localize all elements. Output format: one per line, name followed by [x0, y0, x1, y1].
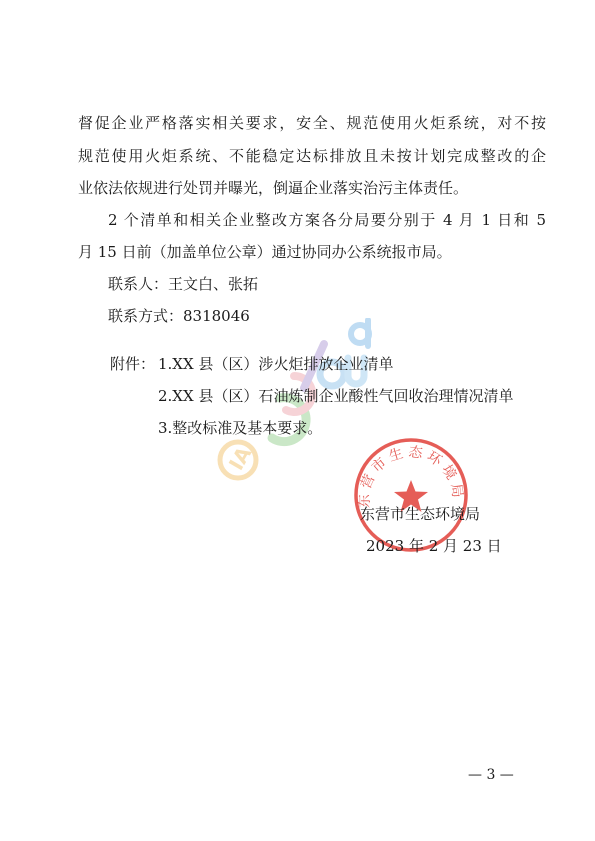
- attachment-item-1: 1.XX 县（区）涉火炬排放企业清单: [158, 355, 394, 373]
- attachment-item-3: 3.整改标准及基本要求。: [158, 419, 323, 437]
- svg-text:IA: IA: [223, 442, 257, 475]
- body-paragraph-1-line-3: 业依法依规进行处罚并曝光，倒逼企业落实治污主体责任。: [78, 179, 469, 197]
- attachment-item-2: 2.XX 县（区）石油炼制企业酸性气回收治理情况清单: [158, 387, 514, 405]
- attachments-label: 附件：: [110, 355, 156, 373]
- contact-person: 联系人：王文白、张拓: [108, 275, 259, 293]
- body-paragraph-2-line-2: 月 15 日前（加盖单位公章）通过协同办公系统报市局。: [78, 243, 452, 261]
- svg-text:东营市生态环境局: 东营市生态环境局: [356, 444, 466, 509]
- body-paragraph-1-line-2: 规范使用火炬系统、不能稳定达标排放且未按计划完成整改的企: [78, 147, 546, 165]
- signing-organization: 东营市生态环境局: [360, 505, 481, 523]
- signing-date: 2023 年 2 月 23 日: [366, 537, 502, 555]
- page-number: — 3 —: [468, 767, 514, 783]
- body-paragraph-1-line-1: 督促企业严格落实相关要求，安全、规范使用火炬系统，对不按: [78, 114, 546, 132]
- contact-method: 联系方式：8318046: [108, 307, 250, 325]
- body-paragraph-2-line-1: 2 个清单和相关企业整改方案各分局要分别于 4 月 1 日和 5: [108, 211, 546, 229]
